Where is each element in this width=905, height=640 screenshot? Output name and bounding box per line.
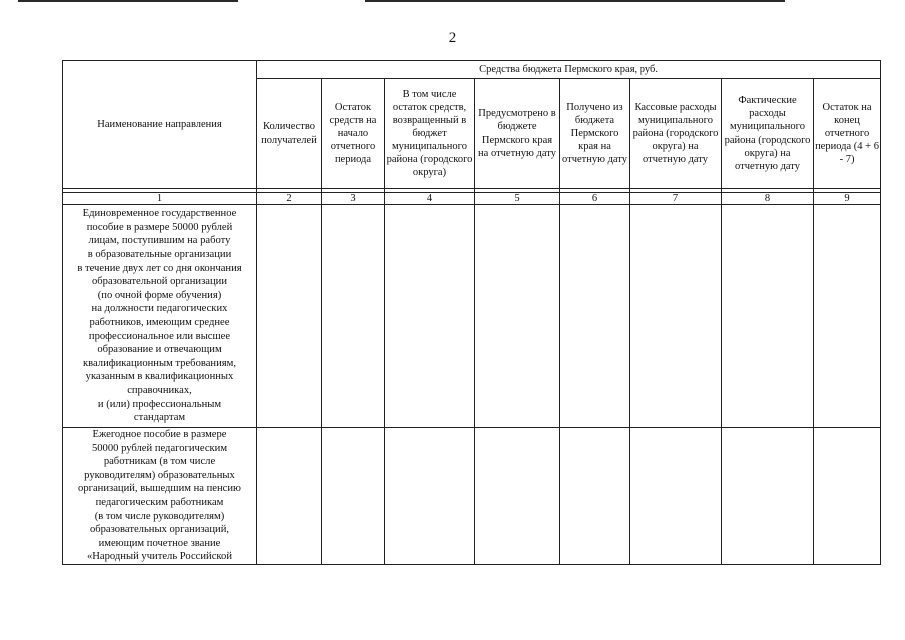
label-line: в образовательные организации (87, 249, 232, 261)
cell-returned-balance (385, 205, 475, 428)
label-line: работников, имеющим среднее (89, 317, 230, 328)
header-col-cash-expenses: Кассовые расходы муниципального района (городского округа) на отчетную дату (630, 79, 722, 189)
header-col-planned: Предусмотрено в бюджете Пермского края на отчетную дату (475, 79, 560, 189)
column-number: 9 (814, 193, 881, 205)
header-col-recipients: Количество получателей (257, 79, 322, 189)
label-line: 50000 рублей педагогическим (91, 442, 228, 454)
label-line: в течение двух лет со дня окончания (77, 262, 242, 274)
label-line: имеющим почетное звание (98, 537, 221, 549)
cell-cash-expenses (630, 205, 722, 428)
label-line: пособие в размере 50000 рублей (86, 221, 233, 233)
column-number: 1 (63, 193, 257, 205)
report-table (62, 60, 881, 565)
table-row (63, 205, 881, 428)
header-col-actual-expenses: Фактические расходы муниципального района (городского округа) на отчетную дату (722, 79, 814, 189)
cell-opening-balance (322, 428, 385, 565)
scan-edge-line (365, 0, 785, 2)
scan-edge-line (18, 0, 238, 2)
cell-planned (475, 205, 560, 428)
label-line: «Народный учитель Российской (86, 551, 233, 563)
header-col-opening-balance: Остаток средств на начало отчетного периода (322, 79, 385, 189)
column-number: 3 (322, 193, 385, 205)
cell-actual-expenses (722, 205, 814, 428)
label-line: стандартам (133, 412, 186, 424)
cell-closing-balance (814, 205, 881, 428)
cell-recipients (257, 428, 322, 565)
column-number: 7 (630, 193, 722, 205)
cell-received (560, 205, 630, 428)
column-number: 5 (475, 193, 560, 205)
label-line: квалификационным требованиям, (83, 357, 236, 369)
cell-received (560, 428, 630, 565)
column-number: 4 (385, 193, 475, 205)
label-line: указанным в квалификационных (85, 371, 234, 383)
label-line: руководителям) образовательных (84, 469, 235, 481)
cell-planned (475, 428, 560, 565)
header-col-closing-balance: Остаток на конец отчетного периода (4 + 6 - 7) (814, 79, 881, 189)
label-line: Ежегодное пособие в размере (92, 429, 227, 441)
column-number: 6 (560, 193, 630, 205)
cell-returned-balance (385, 428, 475, 565)
label-line: (по очной форме обучения) (97, 289, 222, 301)
header-col-returned-balance: В том числе остаток средств, возвращенный в бюджет муниципального района (городского округа) (385, 79, 475, 189)
label-line: и (или) профессиональным (97, 398, 222, 410)
cell-opening-balance (322, 205, 385, 428)
header-col-received: Получено из бюджета Пермского края на отчетную дату (560, 79, 630, 189)
table-row (63, 428, 881, 565)
cell-cash-expenses (630, 428, 722, 565)
cell-recipients (257, 205, 322, 428)
label-line: лицам, поступившим на работу (88, 235, 231, 247)
label-line: организаций, вышедшим на пенсию (78, 483, 241, 495)
header-budget-group: Средства бюджета Пермского края, руб. (257, 61, 881, 79)
label-line: педагогическим работникам (95, 497, 224, 508)
row-label-lump-sum-allowance (63, 205, 257, 428)
label-line: образовательной организации (91, 276, 227, 288)
column-number-row (63, 193, 881, 205)
label-line: справочниках, (127, 384, 192, 396)
label-line: профессиональное или высшее (88, 330, 231, 342)
label-line: образование и отвечающим (97, 344, 222, 356)
label-line: Единовременное государственное (82, 208, 237, 220)
row-label-annual-allowance (63, 428, 257, 565)
label-line: образовательных организаций, (89, 524, 230, 536)
label-line: (в том числе руководителям) (94, 510, 225, 522)
column-number: 2 (257, 193, 322, 205)
label-line: работникам (в том числе (103, 456, 216, 468)
label-line: на должности педагогических (91, 303, 228, 315)
page-number: 2 (448, 30, 457, 46)
header-name-direction: Наименование направления (63, 61, 257, 189)
cell-actual-expenses (722, 428, 814, 565)
column-number: 8 (722, 193, 814, 205)
cell-closing-balance (814, 428, 881, 565)
